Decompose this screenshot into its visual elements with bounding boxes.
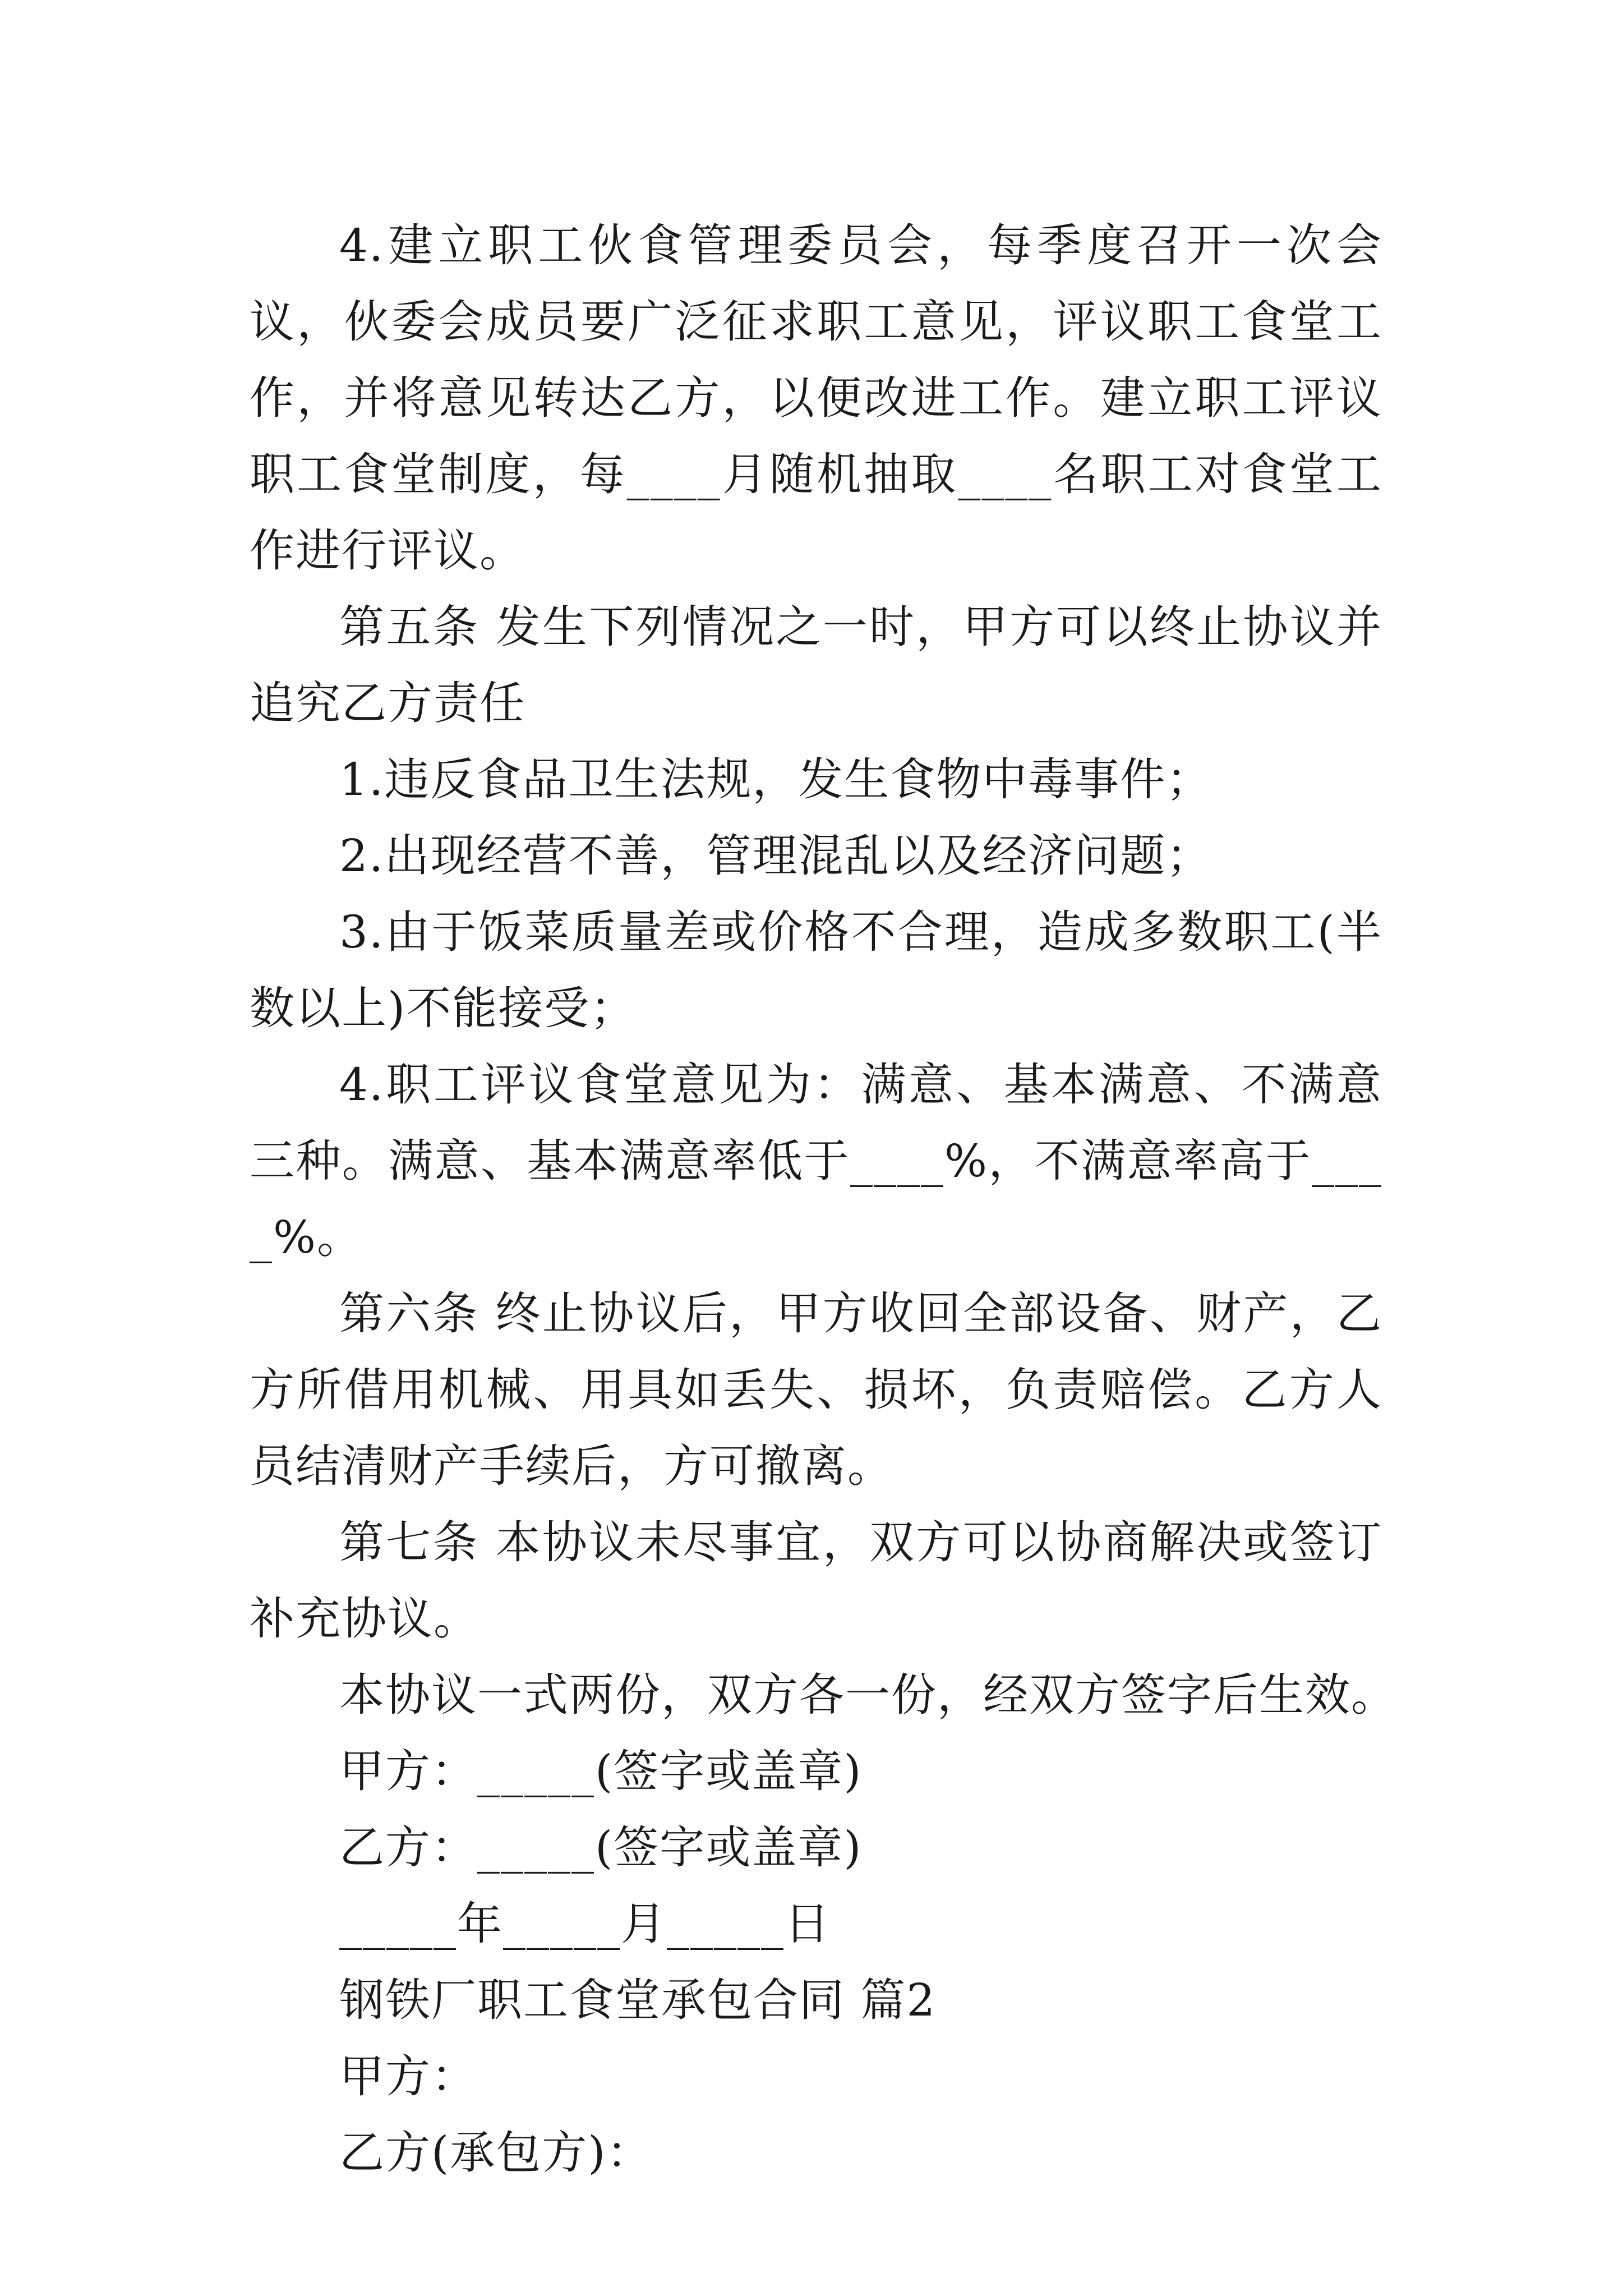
party-b-signature-line: 乙方：_____(签字或盖章) xyxy=(339,1821,863,1874)
paragraph-item-4: 4.职工评议食堂意见为：满意、基本满意、不满意三种。满意、基本满意率低于____%，不满意率高于____%。 xyxy=(250,1059,1382,1263)
paragraph-item-1: 1.违反食品卫生法规，发生食物中毒事件； xyxy=(339,753,1212,806)
paragraph-clause-4-committee: 4.建立职工伙食管理委员会，每季度召开一次会议，伙委会成员要广泛征求职工意见，评议职工食堂工作，并将意见转达乙方，以便改进工作。建立职工评议职工食堂制度，每____月随机抽取____名职工对食堂工作进行评议。 xyxy=(250,219,1382,577)
paragraph-item-2: 2.出现经营不善，管理混乱以及经济问题； xyxy=(339,830,1212,882)
document-body xyxy=(250,208,1397,2191)
paragraph-article-6: 第六条 终止协议后，甲方收回全部设备、财产，乙方所借用机械、用具如丢失、损坏，负责赔偿。乙方人员结清财产手续后，方可撤离。 xyxy=(250,1287,1382,1492)
party-b-label: 乙方(承包方)： xyxy=(339,2127,653,2179)
date-line: _____年_____月_____日 xyxy=(339,1898,831,1950)
agreement-copies-line: 本协议一式两份，双方各一份，经双方签字后生效。 xyxy=(339,1669,1397,1721)
paragraph-article-5: 第五条 发生下列情况之一时，甲方可以终止协议并追究乙方责任 xyxy=(250,601,1382,729)
paragraph-article-7: 第七条 本协议未尽事宜，双方可以协商解决或签订补充协议。 xyxy=(250,1516,1382,1645)
paragraph-item-3: 3.由于饭菜质量差或价格不合理，造成多数职工(半数以上)不能接受； xyxy=(250,906,1382,1034)
section-heading: 钢铁厂职工食堂承包合同 篇2 xyxy=(339,1974,937,2026)
party-a-label: 甲方： xyxy=(339,2050,477,2102)
party-a-signature-line: 甲方：_____(签字或盖章) xyxy=(339,1745,863,1797)
